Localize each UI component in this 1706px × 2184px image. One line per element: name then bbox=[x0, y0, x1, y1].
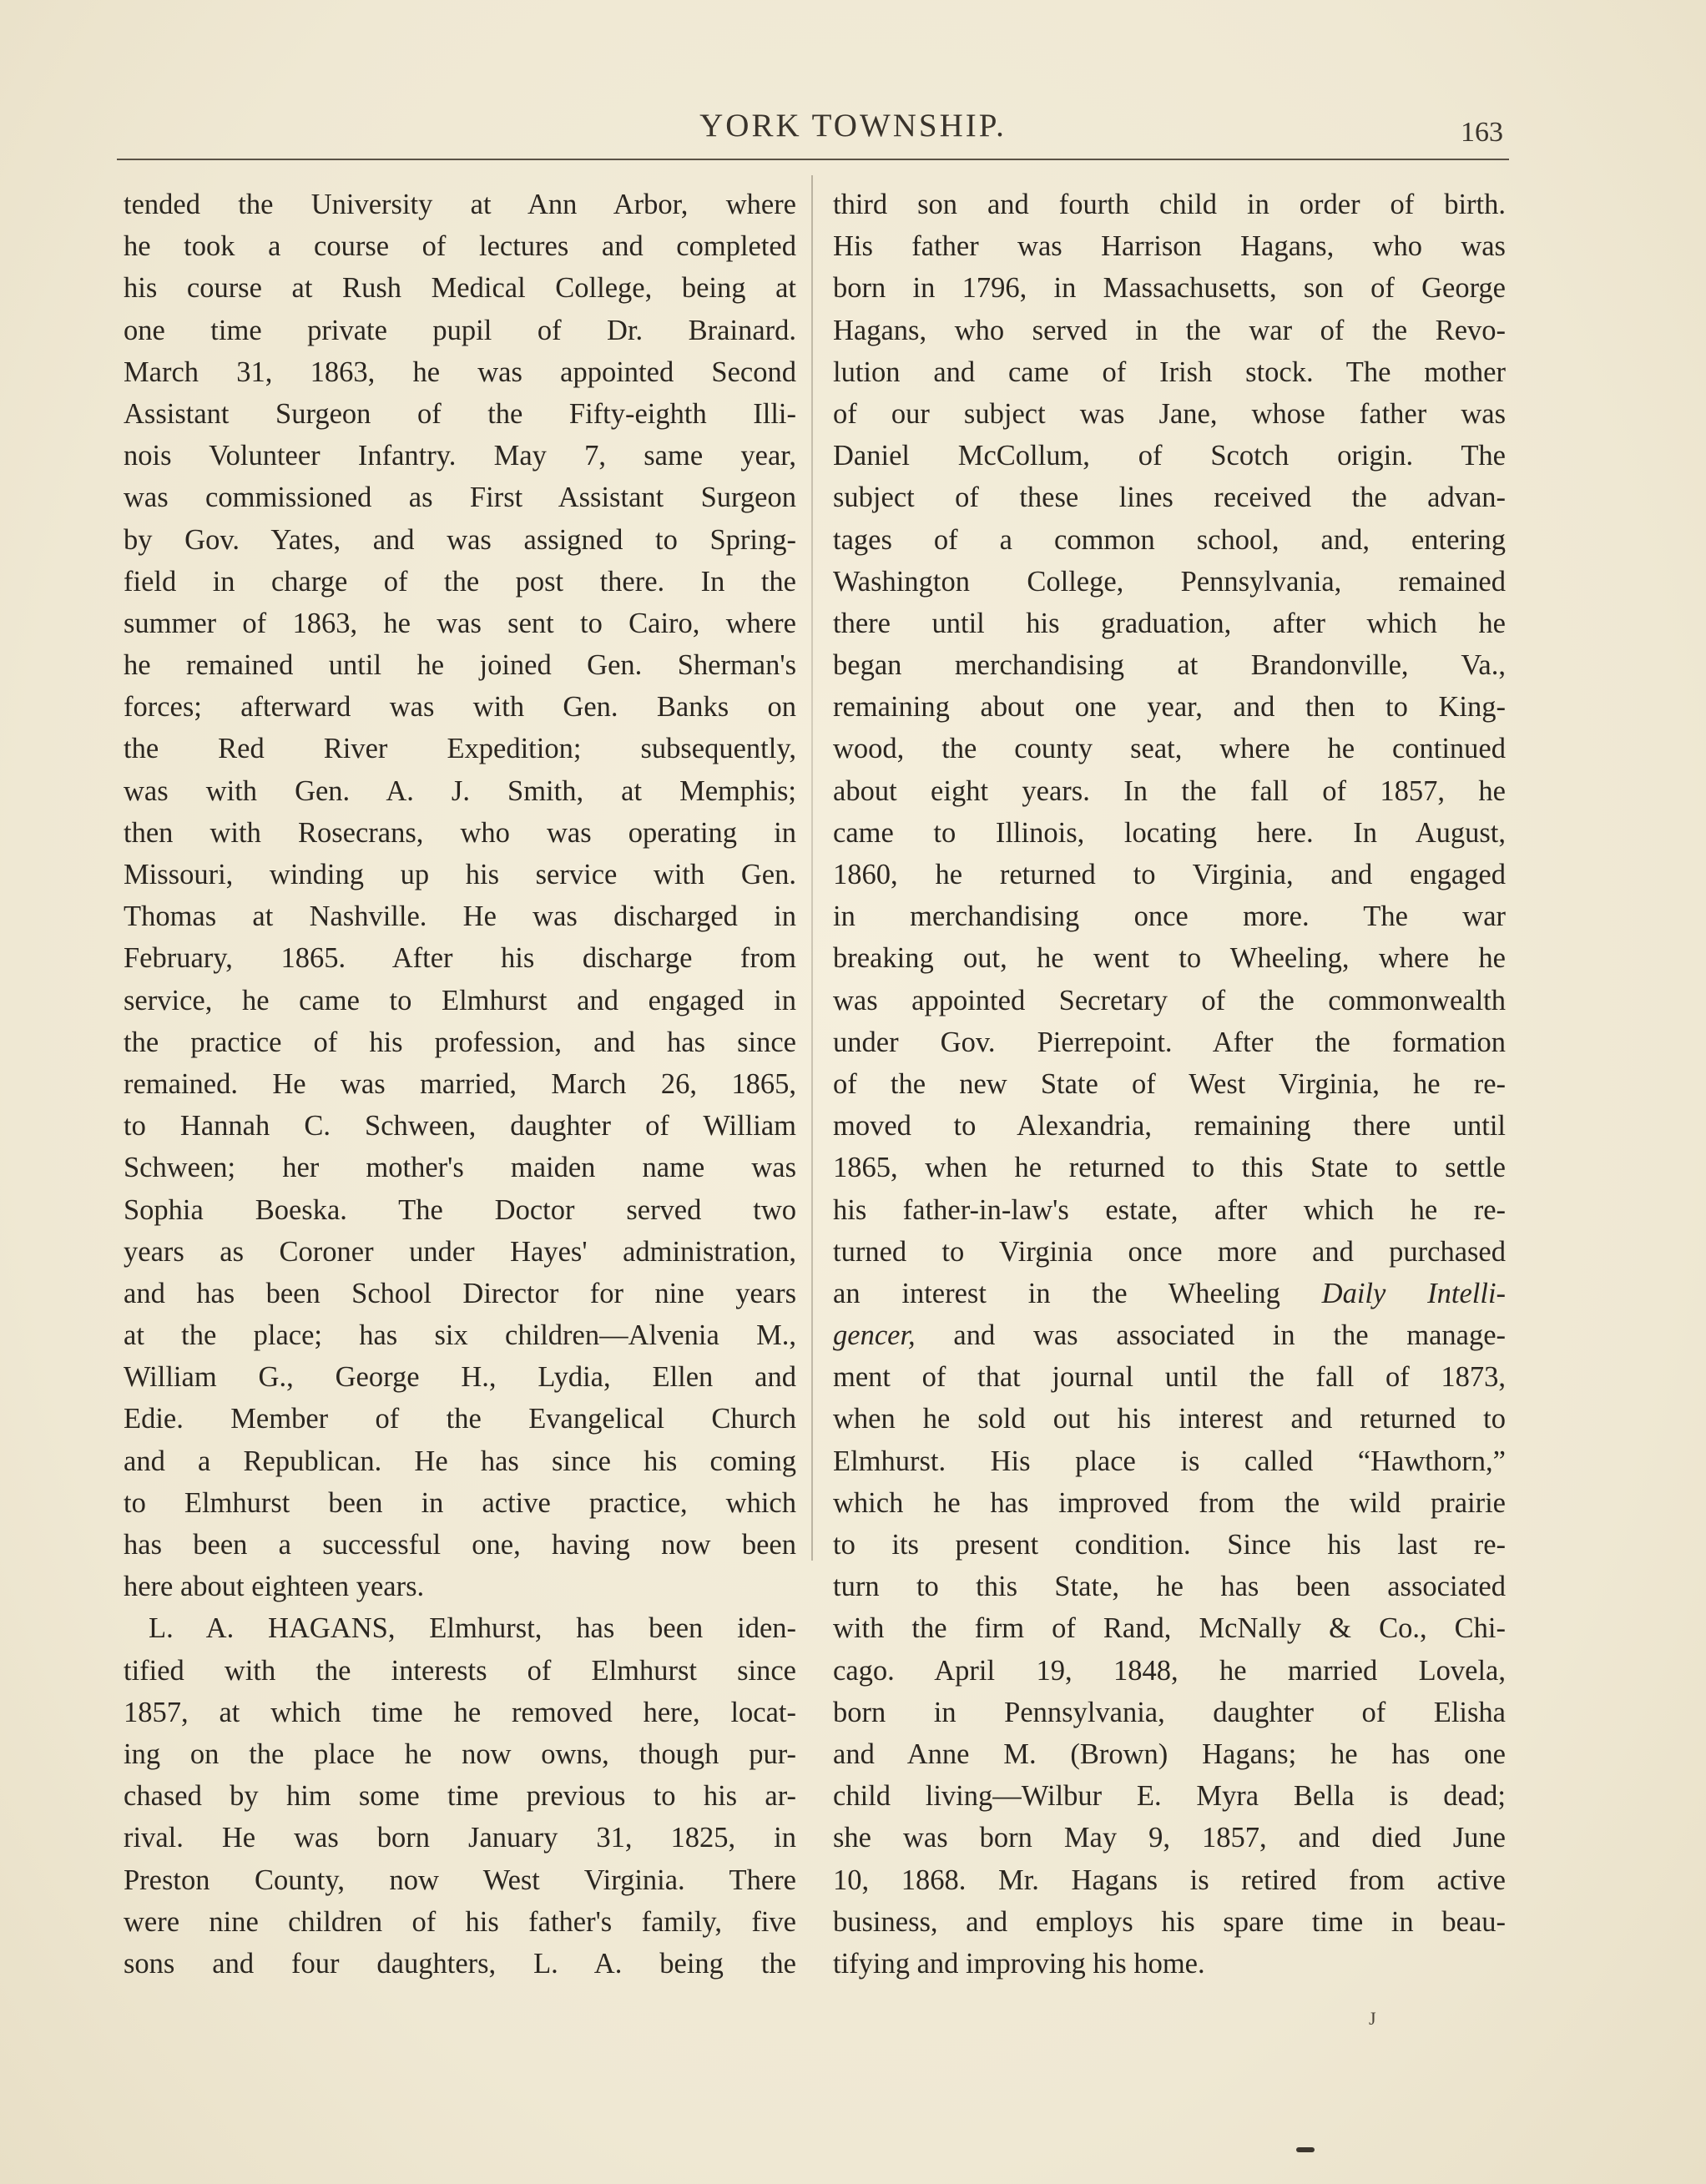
text-line: forces; afterward was with Gen. Banks on bbox=[124, 691, 796, 724]
text-line: Assistant Surgeon of the Fifty-eighth Illi- bbox=[124, 397, 796, 430]
text-line: he remained until he joined Gen. Sherman's bbox=[124, 649, 796, 682]
text-line: here about eighteen years. bbox=[124, 1571, 425, 1603]
text-line: rival. He was born January 31, 1825, in bbox=[124, 1822, 796, 1854]
text-line: turn to this State, he has been associated bbox=[833, 1571, 1506, 1603]
text-line: by Gov. Yates, and was assigned to Spring- bbox=[124, 523, 796, 556]
text-line: third son and fourth child in order of birth. bbox=[833, 189, 1506, 220]
text-line: Washington College, Pennsylvania, remained bbox=[833, 565, 1506, 598]
text-line: Missouri, winding up his service with Gen. bbox=[124, 859, 796, 890]
text-run: an interest in the Wheeling bbox=[833, 1277, 1280, 1309]
text-line bbox=[833, 1314, 1506, 1356]
text-line: 10, 1868. Mr. Hagans is retired from active bbox=[833, 1864, 1506, 1896]
text-line: February, 1865. After his discharge from bbox=[124, 942, 796, 975]
italic-title: gencer, bbox=[833, 1319, 916, 1352]
right-column bbox=[833, 184, 1506, 1985]
text-line: nois Volunteer Infantry. May 7, same year, bbox=[124, 440, 796, 472]
text-line: ing on the place he now owns, though pur- bbox=[124, 1738, 796, 1770]
text-line: Thomas at Nashville. He was discharged in bbox=[124, 900, 796, 933]
text-line: His father was Harrison Hagans, who was bbox=[833, 230, 1506, 263]
text-line: the practice of his profession, and has since bbox=[124, 1026, 796, 1058]
text-line: then with Rosecrans, who was operating in bbox=[124, 816, 796, 849]
stray-print-mark: J bbox=[1369, 2008, 1376, 2029]
text-line: about eight years. In the fall of 1857, he bbox=[833, 774, 1506, 807]
header-rule bbox=[117, 159, 1509, 160]
text-line: he took a course of lectures and completed bbox=[124, 230, 796, 263]
text-line: field in charge of the post there. In the bbox=[124, 565, 796, 598]
page-number: 163 bbox=[1461, 117, 1503, 148]
text-line: 1860, he returned to Virginia, and engaged bbox=[833, 859, 1506, 890]
text-line: years as Coroner under Hayes' administration, bbox=[124, 1235, 796, 1268]
text-line: remaining about one year, and then to King- bbox=[833, 691, 1506, 724]
text-line: the Red River Expedition; subsequently, bbox=[124, 733, 796, 765]
text-line: L. A. HAGANS, Elmhurst, has been iden- bbox=[149, 1612, 796, 1645]
text-line: service, he came to Elmhurst and engaged in bbox=[124, 984, 796, 1016]
text-line: began merchandising at Brandonville, Va., bbox=[833, 649, 1506, 682]
text-line: she was born May 9, 1857, and died June bbox=[833, 1822, 1506, 1854]
italic-title: Daily Intelli- bbox=[1321, 1277, 1507, 1309]
text-line: chased by him some time previous to his ar- bbox=[124, 1780, 796, 1813]
text-line: under Gov. Pierrepoint. After the formation bbox=[833, 1026, 1506, 1058]
text-line: business, and employs his spare time in beau- bbox=[833, 1905, 1506, 1938]
left-column bbox=[124, 184, 796, 1985]
text-line: ment of that journal until the fall of 1873, bbox=[833, 1361, 1506, 1394]
text-line: 1865, when he returned to this State to settle bbox=[833, 1152, 1506, 1184]
text-line: to its present condition. Since his last re- bbox=[833, 1529, 1506, 1561]
text-line: was appointed Secretary of the commonwealth bbox=[833, 984, 1506, 1016]
text-line: lution and came of Irish stock. The mother bbox=[833, 356, 1506, 388]
text-line: March 31, 1863, he was appointed Second bbox=[124, 356, 796, 388]
text-line: one time private pupil of Dr. Brainard. bbox=[124, 314, 796, 346]
text-line: at the place; has six children—Alvenia M., bbox=[124, 1319, 796, 1352]
text-line: tages of a common school, and, entering bbox=[833, 523, 1506, 556]
text-line: to Elmhurst been in active practice, which bbox=[124, 1486, 796, 1519]
text-line: has been a successful one, having now been bbox=[124, 1529, 796, 1561]
text-line: in merchandising once more. The war bbox=[833, 900, 1506, 933]
text-line: was commissioned as First Assistant Surgeon bbox=[124, 482, 796, 514]
text-line: turned to Virginia once more and purchased bbox=[833, 1235, 1506, 1268]
text-line: Elmhurst. His place is called “Hawthorn,” bbox=[833, 1445, 1506, 1477]
text-line: and has been School Director for nine years bbox=[124, 1277, 796, 1309]
text-line: to Hannah C. Schween, daughter of William bbox=[124, 1110, 796, 1142]
text-line bbox=[833, 1273, 1506, 1314]
text-line: moved to Alexandria, remaining there until bbox=[833, 1110, 1506, 1142]
text-line: which he has improved from the wild prairie bbox=[833, 1486, 1506, 1519]
text-line: there until his graduation, after which he bbox=[833, 607, 1506, 639]
text-line: his father-in-law's estate, after which he re- bbox=[833, 1193, 1506, 1226]
text-line: Sophia Boeska. The Doctor served two bbox=[124, 1193, 796, 1226]
ink-smudge bbox=[1296, 2147, 1315, 2152]
text-line: subject of these lines received the advan- bbox=[833, 482, 1506, 514]
text-line: and a Republican. He has since his coming bbox=[124, 1445, 796, 1477]
text-line: Hagans, who served in the war of the Revo- bbox=[833, 314, 1506, 346]
text-line: of the new State of West Virginia, he re- bbox=[833, 1067, 1506, 1100]
text-line: tifying and improving his home. bbox=[833, 1947, 1205, 1980]
text-line: breaking out, he went to Wheeling, where he bbox=[833, 942, 1506, 975]
text-line: born in 1796, in Massachusetts, son of George bbox=[833, 272, 1506, 305]
text-line: and Anne M. (Brown) Hagans; he has one bbox=[833, 1738, 1506, 1770]
text-line: wood, the county seat, where he continued bbox=[833, 733, 1506, 765]
text-run: and was associated in the manage- bbox=[953, 1319, 1506, 1352]
text-line: 1857, at which time he removed here, locat- bbox=[124, 1696, 796, 1728]
running-head: YORK TOWNSHIP. bbox=[699, 108, 1007, 144]
text-line: was with Gen. A. J. Smith, at Memphis; bbox=[124, 774, 796, 807]
text-line: with the firm of Rand, McNally & Co., Chi- bbox=[833, 1612, 1506, 1645]
text-line: child living—Wilbur E. Myra Bella is dead; bbox=[833, 1780, 1506, 1813]
text-line: remained. He was married, March 26, 1865, bbox=[124, 1067, 796, 1100]
text-line: sons and four daughters, L. A. being the bbox=[124, 1947, 796, 1980]
text-line: Daniel McCollum, of Scotch origin. The bbox=[833, 440, 1506, 472]
text-line: tended the University at Ann Arbor, where bbox=[124, 189, 796, 220]
text-line: when he sold out his interest and returned to bbox=[833, 1403, 1506, 1435]
text-line: cago. April 19, 1848, he married Lovela, bbox=[833, 1654, 1506, 1687]
text-line: tified with the interests of Elmhurst since bbox=[124, 1654, 796, 1687]
text-line: of our subject was Jane, whose father was bbox=[833, 397, 1506, 430]
text-line: were nine children of his father's family, five bbox=[124, 1905, 796, 1938]
text-line: Edie. Member of the Evangelical Church bbox=[124, 1403, 796, 1435]
text-line: Preston County, now West Virginia. There bbox=[124, 1864, 796, 1896]
text-line: summer of 1863, he was sent to Cairo, where bbox=[124, 607, 796, 639]
text-line: his course at Rush Medical College, being at bbox=[124, 272, 796, 305]
text-line: William G., George H., Lydia, Ellen and bbox=[124, 1361, 796, 1394]
text-line: born in Pennsylvania, daughter of Elisha bbox=[833, 1696, 1506, 1728]
text-line: came to Illinois, locating here. In August, bbox=[833, 816, 1506, 849]
text-line: Schween; her mother's maiden name was bbox=[124, 1152, 796, 1184]
column-divider bbox=[811, 175, 813, 1561]
